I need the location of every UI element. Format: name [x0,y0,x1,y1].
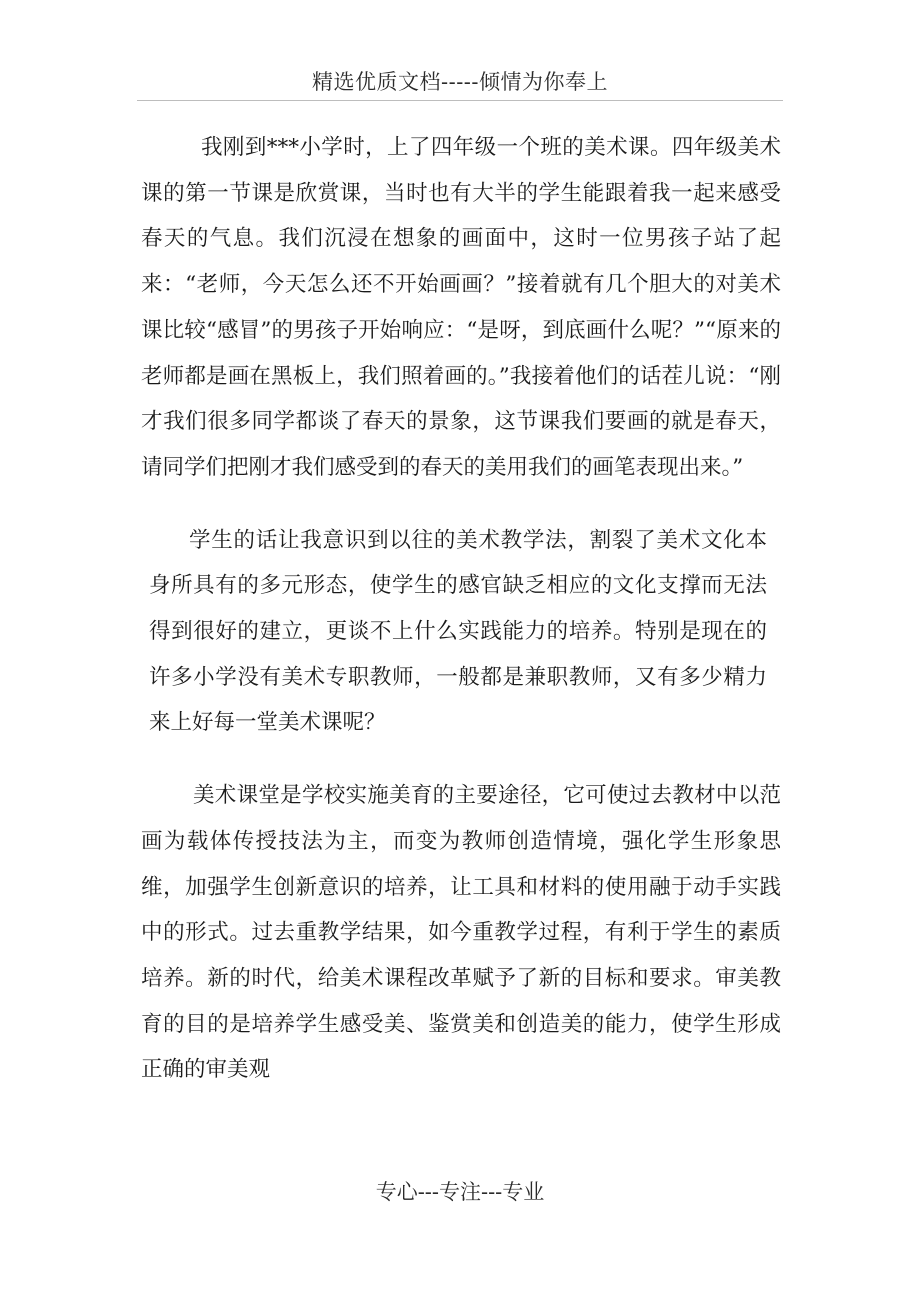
document-body [141,125,781,1093]
page-footer: 专心---专注---专业 [375,1180,545,1204]
page-header: 精选优质文档-----倾情为你奉上 [312,70,608,94]
header-divider [137,100,783,101]
paragraph-2: 学生的话让我意识到以往的美术教学法，割裂了美术文化本身所具有的多元形态，使学生的感官缺乏相应的文化支撑而无法得到很好的建立，更谈不上什么实践能力的培养。特别是现在的许多小学没有美术专职教师，一般都是兼职教师，又有多少精力来上好每一堂美术课呢？ [149,527,767,736]
paragraph-1: 我刚到***小学时，上了四年级一个班的美术课。四年级美术课的第一节课是欣赏课，当时也有大半的学生能跟着我一起来感受春天的气息。我们沉浸在想象的画面中，这时一位男孩子站了起来：“老师，今天怎么还不开始画画？”接着就有几个胆大的对美术课比较“感冒”的男孩子开始响应：“是呀，到底画什么呢？”“原来的老师都是画在黑板上，我们照着画的。”我接着他们的话茬儿说：“刚才我们很多同学都谈了春天的景象，这节课我们要画的就是春天，请同学们把刚才我们感受到的春天的美用我们的画笔表现出来。” [141,135,781,480]
paragraph-3: 美术课堂是学校实施美育的主要途径，它可使过去教材中以范画为载体传授技法为主，而变为教师创造情境，强化学生形象思维，加强学生创新意识的培养，让工具和材料的使用融于动手实践中的形式。过去重教学结果，如今重教学过程，有利于学生的素质培养。新的时代，给美术课程改革赋予了新的目标和要求。审美教育的目的是培养学生感受美、鉴赏美和创造美的能力，使学生形成正确的审美观 [141,783,781,1083]
